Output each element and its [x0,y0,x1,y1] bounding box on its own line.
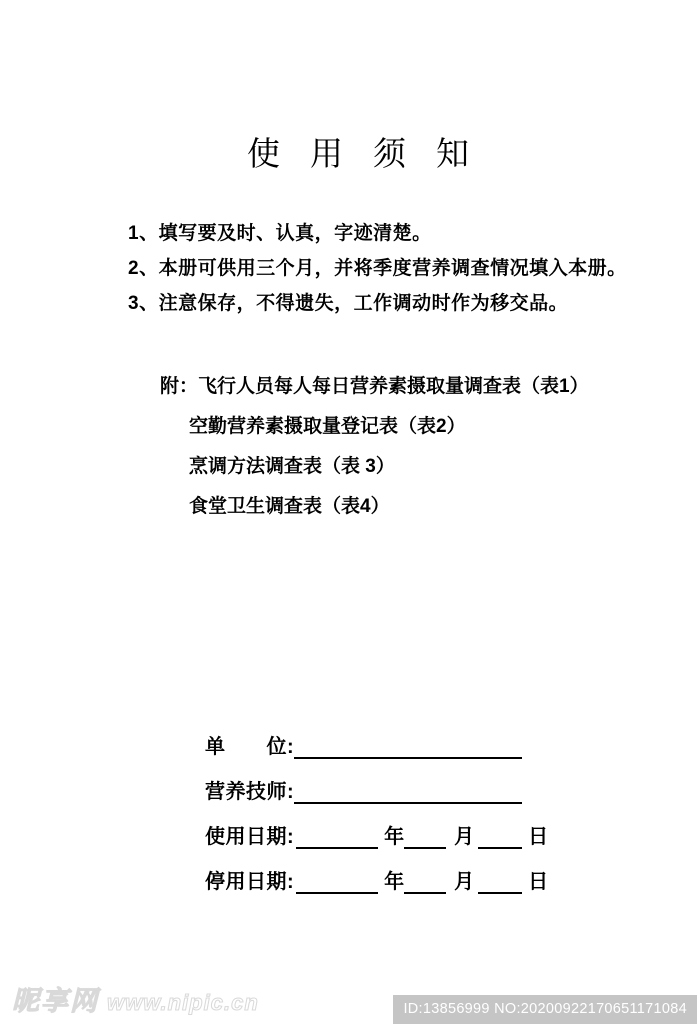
month-char: 月 [454,826,475,848]
site-watermark [12,979,259,1018]
attachment-row [160,377,640,397]
attachments-prefix: 附： [160,376,199,397]
site-url-text: www.nipic.cn [107,990,259,1015]
attachment-row [160,417,640,437]
attachments-list [160,377,640,537]
image-id-badge: ID:13856999 NO:20200922170651171084 [393,995,697,1024]
end-date-label: 停用日期: [205,871,295,893]
form-row-start-date [205,825,625,851]
start-date-day-blank [478,827,522,849]
form-row-end-date [205,870,625,896]
end-date-month-blank [404,872,446,894]
attachment-row [160,457,640,477]
month-char: 月 [454,871,475,893]
note-item: 3、注意保存，不得遗失，工作调动时作为移交品。 [128,293,569,314]
start-date-label: 使用日期: [205,826,295,848]
attachment-item: 空勤营养素摄取量登记表（表2） [189,416,466,437]
end-date-year-blank [296,872,378,894]
fill-in-form [205,735,625,915]
unit-blank-line [294,737,522,759]
site-logo-text: 昵享网 [12,986,99,1016]
page-title: 使用须知 [247,137,499,173]
day-char: 日 [528,826,549,848]
start-date-month-blank [404,827,446,849]
notes-list [128,224,668,329]
form-row-nutrition-technician [205,780,625,806]
note-item: 1、填写要及时、认真，字迹清楚。 [128,223,432,244]
attachment-item: 食堂卫生调查表（表4） [189,496,390,517]
day-char: 日 [528,871,549,893]
nutrition-technician-label: 营养技师: [205,781,295,803]
attachment-item: 飞行人员每人每日营养素摄取量调查表（表1） [198,376,589,397]
form-row-unit [205,735,625,761]
attachment-item: 烹调方法调查表（表 3） [189,456,395,477]
attachment-row [160,497,640,517]
end-date-day-blank [478,872,522,894]
nutrition-technician-blank-line [294,782,522,804]
start-date-year-blank [296,827,378,849]
unit-label: 单 位: [205,736,295,758]
note-item: 2、本册可供用三个月，并将季度营养调查情况填入本册。 [128,258,627,279]
year-char: 年 [384,871,405,893]
year-char: 年 [384,826,405,848]
